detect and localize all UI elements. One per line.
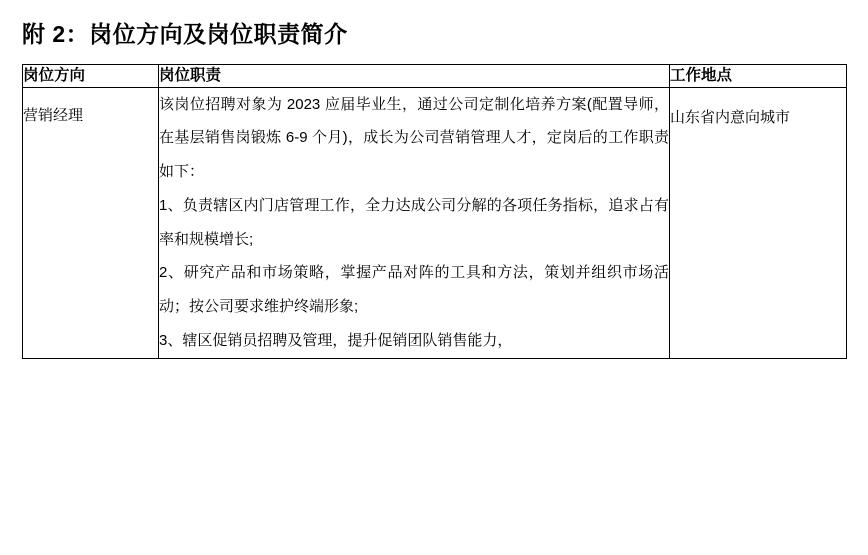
job-description-table [22, 64, 847, 359]
table-row [23, 87, 847, 358]
cell-duty [159, 87, 670, 358]
column-header-direction: 岗位方向 [23, 64, 159, 87]
cell-direction: 营销经理 [23, 87, 159, 358]
duty-paragraph: 1、负责辖区内门店管理工作，全力达成公司分解的各项任务指标，追求占有率和规模增长; [159, 196, 669, 248]
table-header-row [23, 64, 847, 87]
duty-paragraph: 该岗位招聘对象为 2023 应届毕业生，通过公司定制化培养方案(配置导师，在基层销售岗锻炼 6-9 个月)，成长为公司营销管理人才，定岗后的工作职责如下： [159, 95, 669, 181]
column-header-location: 工作地点 [670, 64, 847, 87]
page-title: 附 2：岗位方向及岗位职责简介 [22, 21, 348, 47]
column-header-duty: 岗位职责 [159, 64, 670, 87]
duty-paragraph: 2、研究产品和市场策略，掌握产品对阵的工具和方法，策划并组织市场活动；按公司要求维护终端形象; [159, 264, 669, 316]
cell-location: 山东省内意向城市 [670, 87, 847, 358]
duty-paragraph: 3、辖区促销员招聘及管理，提升促销团队销售能力， [159, 331, 513, 349]
